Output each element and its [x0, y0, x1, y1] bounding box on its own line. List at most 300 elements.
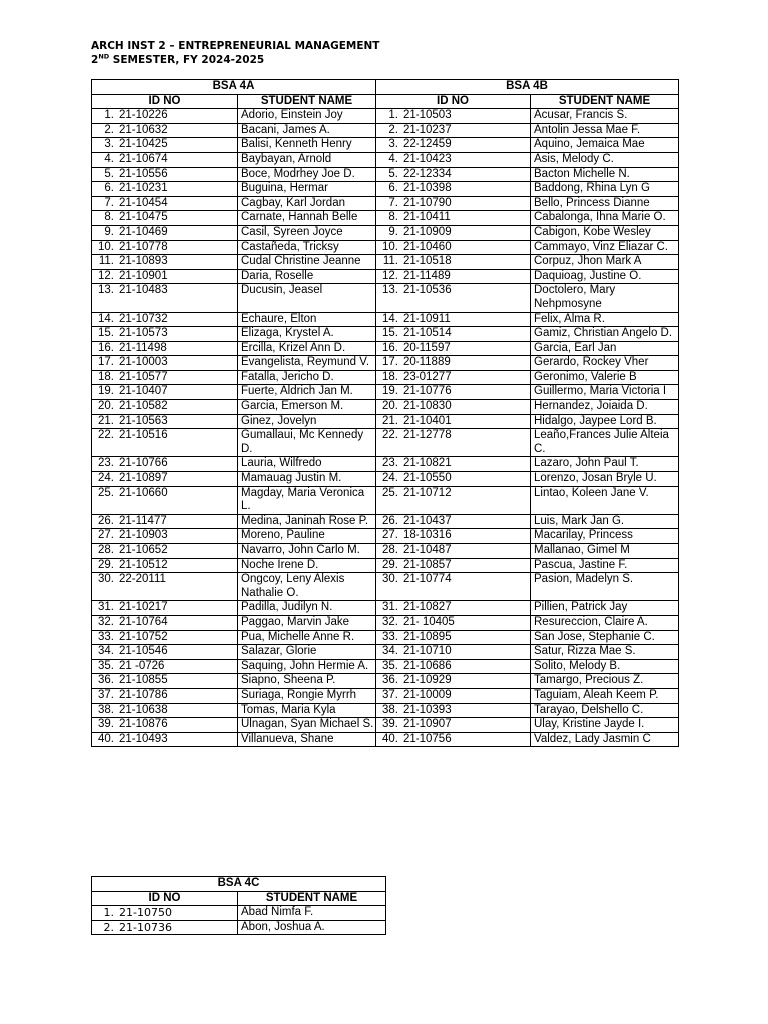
row-number: 37. [98, 688, 114, 701]
student-id: 21-10903 [119, 529, 168, 542]
row-number: 4. [104, 152, 114, 165]
student-id: 22-12459 [403, 138, 452, 151]
row-number: 13. [98, 284, 114, 297]
student-id: 20-11597 [403, 341, 451, 354]
student-name: Resureccion, Claire A. [531, 615, 679, 630]
row-number: 33. [98, 630, 114, 643]
student-id-cell [376, 457, 531, 472]
student-name: Casil, Syreen Joyce [238, 225, 376, 240]
student-id-cell [376, 109, 531, 124]
table-row [92, 123, 679, 138]
student-id-cell [92, 385, 238, 400]
row-number: 16. [382, 341, 398, 354]
row-number: 23. [98, 457, 114, 470]
student-id: 21-10487 [403, 544, 452, 556]
student-name: Tamargo, Precious Z. [531, 674, 679, 689]
student-name: Echaure, Elton [238, 312, 376, 327]
col-header-name-c: STUDENT NAME [238, 891, 386, 906]
student-name: Mallanao, Gimel M [531, 544, 679, 559]
course-title: ARCH INST 2 – ENTREPRENEURIAL MANAGEMENT [91, 40, 380, 52]
student-id-cell [92, 284, 238, 312]
table-row [92, 341, 679, 356]
student-id-cell [376, 529, 531, 544]
row-number: 1. [388, 109, 398, 122]
student-id: 21-10764 [119, 615, 168, 628]
table-row [92, 688, 679, 703]
student-name: Satur, Rizza Mae S. [531, 645, 679, 660]
row-number: 29. [98, 558, 114, 571]
student-id-cell [92, 645, 238, 660]
row-number: 39. [382, 718, 398, 731]
student-name: Gumallaui, Mc Kennedy D. [238, 429, 376, 457]
student-id: 21-10901 [119, 269, 168, 282]
student-name: Abon, Joshua A. [238, 920, 386, 935]
student-id-cell [92, 601, 238, 616]
table-row [92, 312, 679, 327]
row-number: 3. [104, 138, 114, 151]
student-id: 23-01277 [403, 370, 452, 383]
student-id: 21-10857 [403, 558, 452, 571]
row-number: 24. [98, 472, 114, 485]
table-row [92, 400, 679, 415]
student-id: 21-10638 [119, 703, 168, 716]
student-id-cell [92, 167, 238, 182]
row-number: 23. [382, 457, 398, 470]
row-number: 19. [382, 385, 398, 398]
row-number: 34. [98, 645, 114, 658]
student-id-cell [376, 182, 531, 197]
student-id: 21-10460 [403, 240, 452, 253]
row-number: 36. [382, 674, 398, 687]
student-id: 21-10909 [403, 225, 452, 238]
student-id: 21-10518 [403, 255, 452, 268]
student-id-cell [92, 906, 238, 921]
student-id-cell [376, 659, 531, 674]
student-id-cell [92, 414, 238, 429]
row-number: 1. [104, 109, 114, 122]
row-number: 26. [98, 514, 114, 527]
student-id-cell [92, 356, 238, 371]
row-number: 20. [382, 400, 398, 413]
row-number: 29. [382, 558, 398, 571]
student-id-cell [92, 341, 238, 356]
student-name: Acusar, Francis S. [531, 109, 679, 124]
student-name: Ongcoy, Leny Alexis Nathalie O. [238, 573, 376, 601]
student-id: 21-10469 [119, 225, 168, 238]
student-id: 21-10855 [119, 674, 168, 687]
student-id-cell [376, 123, 531, 138]
student-name: Adorio, Einstein Joy [238, 109, 376, 124]
student-id-cell [92, 472, 238, 487]
row-number: 12. [382, 269, 398, 282]
student-name: Pillien, Patrick Jay [531, 601, 679, 616]
student-id-cell [92, 514, 238, 529]
student-id-cell [376, 327, 531, 342]
student-id-cell [92, 109, 238, 124]
student-id-cell [92, 400, 238, 415]
student-name: Pascua, Jastine F. [531, 558, 679, 573]
student-id-cell [92, 544, 238, 559]
row-number: 3. [388, 138, 398, 151]
row-number: 5. [104, 167, 114, 180]
student-id-cell [376, 341, 531, 356]
row-number: 19. [98, 385, 114, 398]
row-number: 1. [103, 906, 114, 920]
row-number: 6. [388, 182, 398, 195]
student-name: Bello, Princess Dianne [531, 196, 679, 211]
row-number: 17. [382, 356, 398, 369]
student-id-cell [376, 544, 531, 559]
student-id: 21-10776 [403, 385, 452, 398]
student-id-cell [92, 630, 238, 645]
student-id-cell [376, 255, 531, 270]
student-name: Navarro, John Carlo M. [238, 544, 376, 559]
student-id: 21-10407 [119, 385, 168, 398]
row-number: 2. [388, 123, 398, 136]
table-row [92, 457, 679, 472]
student-name: Saquing, John Hermie A. [238, 659, 376, 674]
row-number: 14. [98, 312, 114, 325]
student-name: Lauria, Wilfredo [238, 457, 376, 472]
student-name: Guillermo, Maria Victoria I [531, 385, 679, 400]
student-id: 21-10516 [119, 429, 168, 442]
student-id: 21-10897 [119, 472, 168, 485]
student-id: 21-11477 [119, 514, 167, 527]
row-number: 25. [98, 486, 114, 499]
student-name: Medina, Janinah Rose P. [238, 514, 376, 529]
student-name: Cagbay, Karl Jordan [238, 196, 376, 211]
student-id-cell [92, 732, 238, 747]
table-row [92, 138, 679, 153]
student-name: Antolin Jessa Mae F. [531, 123, 679, 138]
row-number: 28. [382, 544, 398, 556]
student-id-cell [376, 615, 531, 630]
col-header-id-a: ID NO [92, 94, 238, 109]
row-number: 22. [382, 429, 398, 442]
student-id-cell [376, 196, 531, 211]
student-id-cell [92, 615, 238, 630]
student-id: 21-10573 [119, 327, 168, 340]
row-number: 10. [382, 240, 398, 253]
row-number: 20. [98, 400, 114, 413]
student-id: 21-10895 [403, 630, 452, 643]
student-name: Magday, Maria Veronica L. [238, 486, 376, 514]
student-id-cell [376, 703, 531, 718]
row-number: 39. [98, 718, 114, 731]
row-number: 28. [98, 544, 114, 556]
student-id: 20-11889 [403, 356, 451, 369]
table-row [92, 284, 679, 312]
student-id: 21-12778 [403, 429, 452, 442]
table-row [92, 544, 679, 559]
student-id: 21-10401 [403, 414, 452, 427]
student-name: Doctolero, Mary Nehpmosyne [531, 284, 679, 312]
table-row [92, 674, 679, 689]
student-name: Carnate, Hannah Belle [238, 211, 376, 226]
student-id: 21-10736 [119, 920, 172, 934]
student-id-cell [376, 718, 531, 733]
student-name: Aquino, Jemaica Mae [531, 138, 679, 153]
col-header-id-b: ID NO [376, 94, 531, 109]
student-id-cell [376, 486, 531, 514]
row-number: 40. [382, 732, 398, 745]
student-name: Geronimo, Valerie B [531, 370, 679, 385]
student-id-cell [92, 370, 238, 385]
student-id: 21-10217 [119, 601, 168, 614]
student-id: 21-10821 [403, 457, 452, 470]
student-id: 21-10556 [119, 167, 168, 180]
student-id: 21-10563 [119, 414, 168, 427]
row-number: 8. [388, 211, 398, 224]
row-number: 30. [382, 573, 398, 586]
row-number: 38. [382, 703, 398, 716]
student-id: 21-10652 [119, 544, 168, 556]
table-row [92, 370, 679, 385]
col-header-name-a: STUDENT NAME [238, 94, 376, 109]
student-id-cell [92, 327, 238, 342]
row-number: 18. [98, 370, 114, 383]
row-number: 5. [388, 167, 398, 180]
student-id-cell [376, 370, 531, 385]
student-name: Mamauag Justin M. [238, 472, 376, 487]
student-id: 21-10503 [403, 109, 452, 122]
row-number: 2. [104, 123, 114, 136]
table-row [92, 182, 679, 197]
table-row [92, 414, 679, 429]
student-name: Pua, Michelle Anne R. [238, 630, 376, 645]
student-name: Macarilay, Princess [531, 529, 679, 544]
section-a-title: BSA 4A [92, 80, 376, 95]
row-number: 15. [98, 327, 114, 340]
row-number: 25. [382, 486, 398, 499]
row-number: 26. [382, 514, 398, 527]
row-number: 27. [382, 529, 398, 542]
row-number: 8. [104, 211, 114, 224]
row-number: 36. [98, 674, 114, 687]
student-id-cell [376, 284, 531, 312]
table-row [92, 196, 679, 211]
row-number: 38. [98, 703, 114, 716]
table-row [92, 732, 679, 747]
student-name: Paggao, Marvin Jake [238, 615, 376, 630]
student-name: Hernandez, Joiaida D. [531, 400, 679, 415]
student-id-cell [92, 558, 238, 573]
student-id-cell [376, 356, 531, 371]
student-id-cell [376, 211, 531, 226]
student-id-cell [92, 240, 238, 255]
table-row [92, 385, 679, 400]
row-number: 34. [382, 645, 398, 658]
student-id: 21-10546 [119, 645, 168, 658]
student-id-cell [376, 674, 531, 689]
student-id: 21-10514 [403, 327, 452, 340]
table-row [92, 225, 679, 240]
student-id: 21-10786 [119, 688, 168, 701]
document-header [91, 39, 379, 67]
row-number: 40. [98, 732, 114, 745]
row-number: 18. [382, 370, 398, 383]
student-name: Corpuz, Jhon Mark A [531, 255, 679, 270]
table-row [92, 255, 679, 270]
row-number: 16. [98, 341, 114, 354]
student-id: 21-10778 [119, 240, 168, 253]
row-number: 32. [382, 615, 398, 628]
student-name: Baybayan, Arnold [238, 152, 376, 167]
row-number: 10. [98, 240, 114, 253]
student-id-cell [376, 601, 531, 616]
student-id: 21-10911 [403, 312, 451, 325]
student-id: 21-11489 [403, 269, 451, 282]
student-id-cell [376, 688, 531, 703]
student-name: Lorenzo, Josan Bryle U. [531, 472, 679, 487]
student-name: Cabalonga, Ihna Marie O. [531, 211, 679, 226]
table-row [92, 486, 679, 514]
student-id: 21- 10405 [403, 615, 455, 628]
student-id: 21-10790 [403, 196, 452, 209]
student-id: 21-10493 [119, 732, 168, 745]
student-name: Baddong, Rhina Lyn G [531, 182, 679, 197]
student-name: Gamiz, Christian Angelo D. [531, 327, 679, 342]
student-id-cell [92, 138, 238, 153]
student-id-cell [92, 688, 238, 703]
student-id: 22-20111 [119, 573, 166, 586]
row-number: 9. [104, 225, 114, 238]
student-name: Elizaga, Krystel A. [238, 327, 376, 342]
student-name: Balisi, Kenneth Henry [238, 138, 376, 153]
student-id-cell [92, 529, 238, 544]
student-name: Bacton Michelle N. [531, 167, 679, 182]
student-id: 21-10893 [119, 255, 168, 268]
student-id: 21-10577 [119, 370, 168, 383]
student-id: 21-10929 [403, 674, 452, 687]
table-row [92, 240, 679, 255]
student-id-cell [376, 414, 531, 429]
student-name: Boce, Modrhey Joe D. [238, 167, 376, 182]
student-name: Felix, Alma R. [531, 312, 679, 327]
col-header-id-c: ID NO [92, 891, 238, 906]
student-id: 21-10393 [403, 703, 452, 716]
student-id-cell [92, 659, 238, 674]
student-id-cell [92, 429, 238, 457]
student-id: 21-10226 [119, 109, 168, 122]
student-id-cell [376, 732, 531, 747]
student-id-cell [92, 225, 238, 240]
row-number: 9. [388, 225, 398, 238]
student-id-cell [92, 718, 238, 733]
student-id: 21-10732 [119, 312, 168, 325]
student-id-cell [92, 703, 238, 718]
student-id-cell [92, 152, 238, 167]
row-number: 33. [382, 630, 398, 643]
student-id: 21-10710 [403, 645, 452, 658]
student-id: 21-10512 [119, 558, 168, 571]
row-number: 7. [388, 196, 398, 209]
student-id-cell [92, 486, 238, 514]
student-id: 21-11498 [119, 341, 167, 354]
row-number: 24. [382, 472, 398, 485]
student-id-cell [92, 211, 238, 226]
student-id: 21-10437 [403, 514, 452, 527]
student-id-cell [376, 558, 531, 573]
student-id: 21-10712 [403, 486, 452, 499]
table-row [92, 718, 679, 733]
student-id: 21-10774 [403, 573, 452, 586]
student-name: Ginez, Jovelyn [238, 414, 376, 429]
student-name: Taguiam, Aleah Keem P. [531, 688, 679, 703]
student-name: Cabigon, Kobe Wesley [531, 225, 679, 240]
row-number: 37. [382, 688, 398, 701]
student-id: 21-10231 [119, 182, 168, 195]
row-number: 15. [382, 327, 398, 340]
table-row [92, 327, 679, 342]
student-name: Ercilla, Krizel Ann D. [238, 341, 376, 356]
student-id-cell [376, 630, 531, 645]
student-id-cell [376, 385, 531, 400]
student-id-cell [376, 472, 531, 487]
student-name: Solito, Melody B. [531, 659, 679, 674]
student-id-cell [92, 182, 238, 197]
student-id: 21-10686 [403, 659, 452, 672]
student-id-cell [92, 573, 238, 601]
row-number: 31. [98, 601, 114, 614]
student-name: Abad Nimfa F. [238, 906, 386, 921]
student-id-cell [376, 269, 531, 284]
row-number: 7. [104, 196, 114, 209]
student-name: Tarayao, Delshello C. [531, 703, 679, 718]
row-number: 12. [98, 269, 114, 282]
student-name: Bacani, James A. [238, 123, 376, 138]
student-name: Leaño,Frances Julie Alteia C. [531, 429, 679, 457]
student-id: 21-10237 [403, 123, 452, 136]
row-number: 22. [98, 429, 114, 442]
row-number: 21. [98, 414, 114, 427]
student-name: Noche Irene D. [238, 558, 376, 573]
table-row [92, 167, 679, 182]
student-id-cell [92, 196, 238, 211]
row-number: 35. [382, 659, 398, 672]
row-number: 31. [382, 601, 398, 614]
table-row [92, 615, 679, 630]
student-id: 21-10752 [119, 630, 168, 643]
student-id: 21-10660 [119, 486, 168, 499]
student-id-cell [92, 457, 238, 472]
semester-line: 2ND SEMESTER, FY 2024-2025 [91, 52, 265, 66]
student-id-cell [92, 255, 238, 270]
student-id-cell [92, 123, 238, 138]
row-number: 27. [98, 529, 114, 542]
student-name: Fuerte, Aldrich Jan M. [238, 385, 376, 400]
student-name: Ulay, Kristine Jayde I. [531, 718, 679, 733]
student-id: 21-10550 [403, 472, 452, 485]
student-id: 21-10398 [403, 182, 452, 195]
student-name: Ducusin, Jeasel [238, 284, 376, 312]
student-id-cell [92, 269, 238, 284]
student-id-cell [376, 312, 531, 327]
section-b-title: BSA 4B [376, 80, 679, 95]
row-number: 6. [104, 182, 114, 195]
row-number: 35. [98, 659, 114, 672]
table-row [92, 152, 679, 167]
row-number: 21. [382, 414, 398, 427]
student-name: Fatalla, Jericho D. [238, 370, 376, 385]
student-name: Asis, Melody C. [531, 152, 679, 167]
class-list-table-4a-4b [91, 79, 679, 747]
student-name: Moreno, Pauline [238, 529, 376, 544]
student-id: 21-10475 [119, 211, 168, 224]
student-id: 21-10423 [403, 152, 452, 165]
student-name: Lintao, Koleen Jane V. [531, 486, 679, 514]
student-id: 21-10454 [119, 196, 168, 209]
